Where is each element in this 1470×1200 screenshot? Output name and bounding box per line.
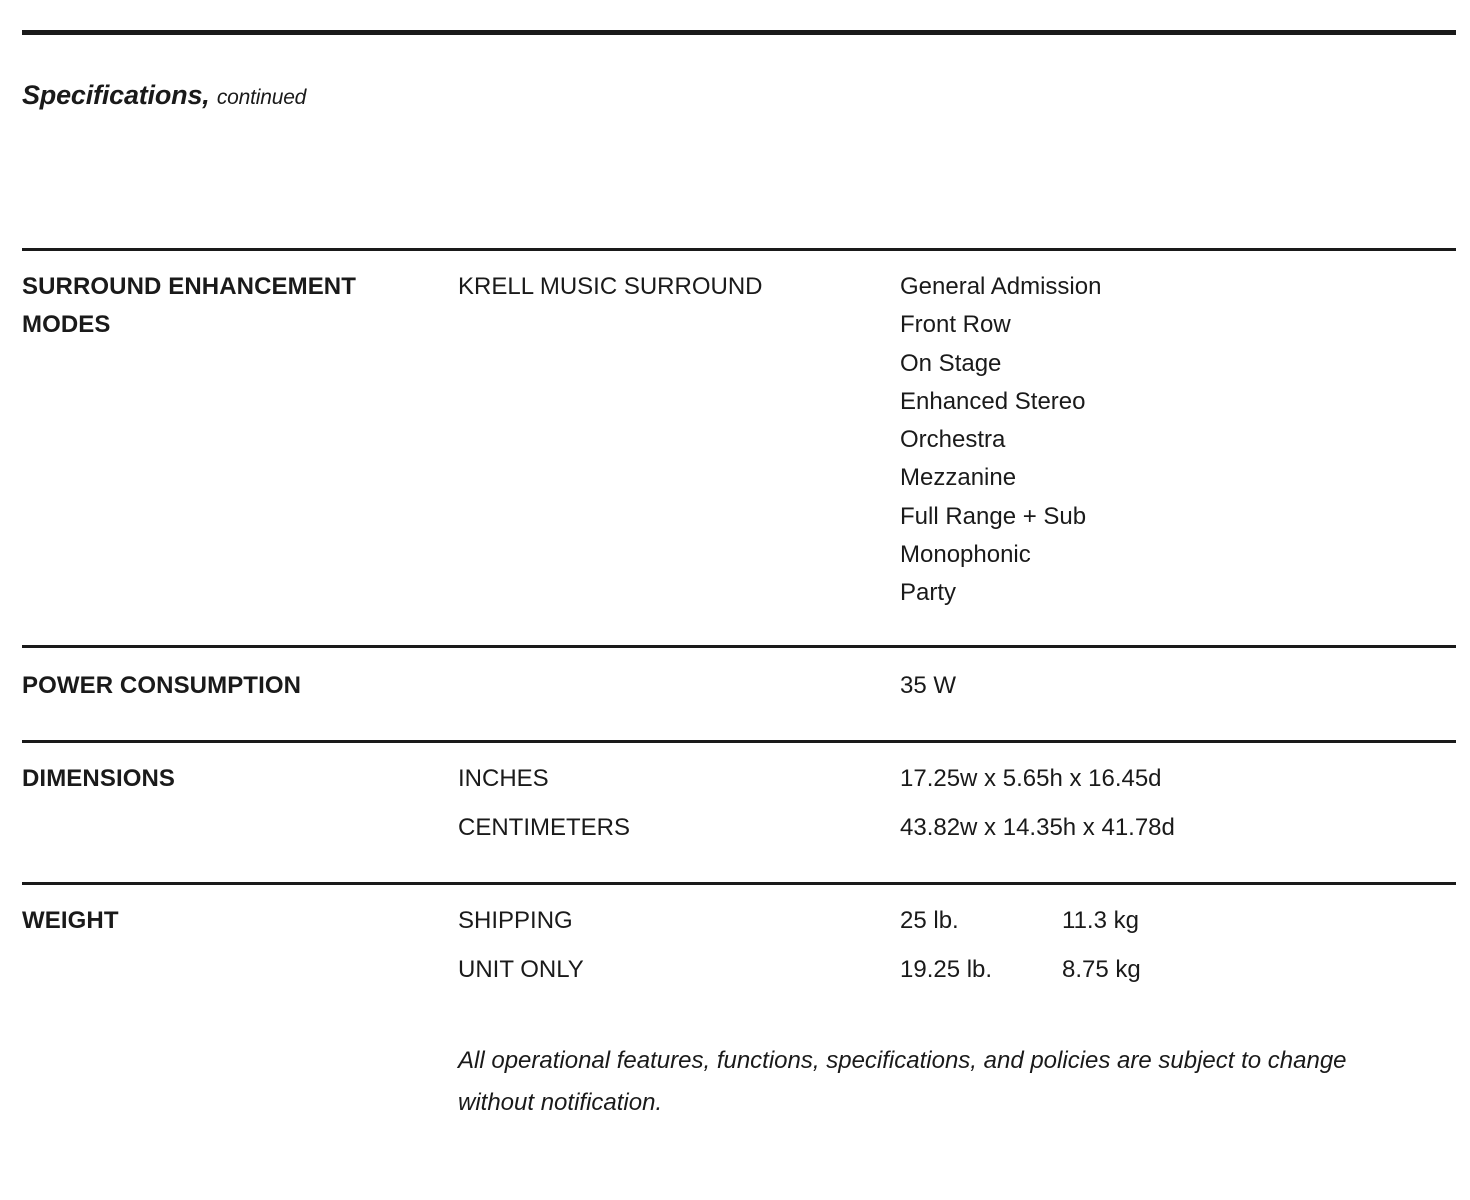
row-value-unit-kg: 8.75 kg bbox=[1062, 956, 1141, 983]
row-unit-centimeters: CENTIMETERS bbox=[458, 814, 631, 841]
list-item: On Stage bbox=[900, 349, 1002, 377]
surround-mode-list bbox=[900, 268, 1101, 613]
list-item: Front Row bbox=[900, 311, 1011, 339]
table-row bbox=[22, 268, 1456, 638]
table-row bbox=[22, 667, 1456, 727]
row-label-weight: WEIGHT bbox=[22, 907, 119, 934]
row-value-inches: 17.25w x 5.65h x 16.45d bbox=[900, 765, 1162, 792]
row-value-power-consumption: 35 W bbox=[900, 672, 957, 699]
list-item: Party bbox=[900, 579, 957, 607]
row-value-shipping-kg: 11.3 kg bbox=[1062, 907, 1139, 934]
section-rule-surround-top bbox=[22, 248, 1456, 251]
section-rule-weight-top bbox=[22, 882, 1456, 885]
row-value-unit-lb: 19.25 lb. bbox=[900, 956, 993, 983]
table-row bbox=[22, 760, 1456, 870]
list-item: General Admission bbox=[900, 273, 1102, 300]
page-title-main: Specifications, bbox=[22, 80, 210, 110]
section-rule-dimensions-top bbox=[22, 740, 1456, 743]
footnote: All operational features, functions, specifications, and policies are subject to change without notification. bbox=[458, 1047, 1347, 1116]
row-label-power-consumption: POWER CONSUMPTION bbox=[22, 672, 302, 699]
row-value-shipping-lb: 25 lb. bbox=[900, 907, 959, 934]
row-value-centimeters: 43.82w x 14.35h x 41.78d bbox=[900, 814, 1175, 841]
list-item: Mezzanine bbox=[900, 464, 1017, 492]
page-title bbox=[22, 80, 306, 111]
row-label-surround-modes: SURROUND ENHANCEMENT MODES bbox=[22, 273, 357, 338]
page-title-continued: continued bbox=[216, 86, 307, 109]
table-row bbox=[22, 902, 1456, 1012]
list-item: Enhanced Stereo bbox=[900, 387, 1086, 415]
row-unit-only: UNIT ONLY bbox=[458, 956, 584, 983]
list-item: Full Range + Sub bbox=[900, 502, 1087, 530]
row-unit-shipping: SHIPPING bbox=[458, 907, 573, 934]
list-item: Monophonic bbox=[900, 541, 1031, 569]
page-top-rule bbox=[22, 30, 1456, 35]
list-item: Orchestra bbox=[900, 426, 1006, 454]
row-unit-inches: INCHES bbox=[458, 765, 549, 792]
section-rule-power-top bbox=[22, 645, 1456, 648]
row-label-dimensions: DIMENSIONS bbox=[22, 765, 176, 792]
row-mid-krell-music-surround: KRELL MUSIC SURROUND bbox=[458, 273, 763, 300]
